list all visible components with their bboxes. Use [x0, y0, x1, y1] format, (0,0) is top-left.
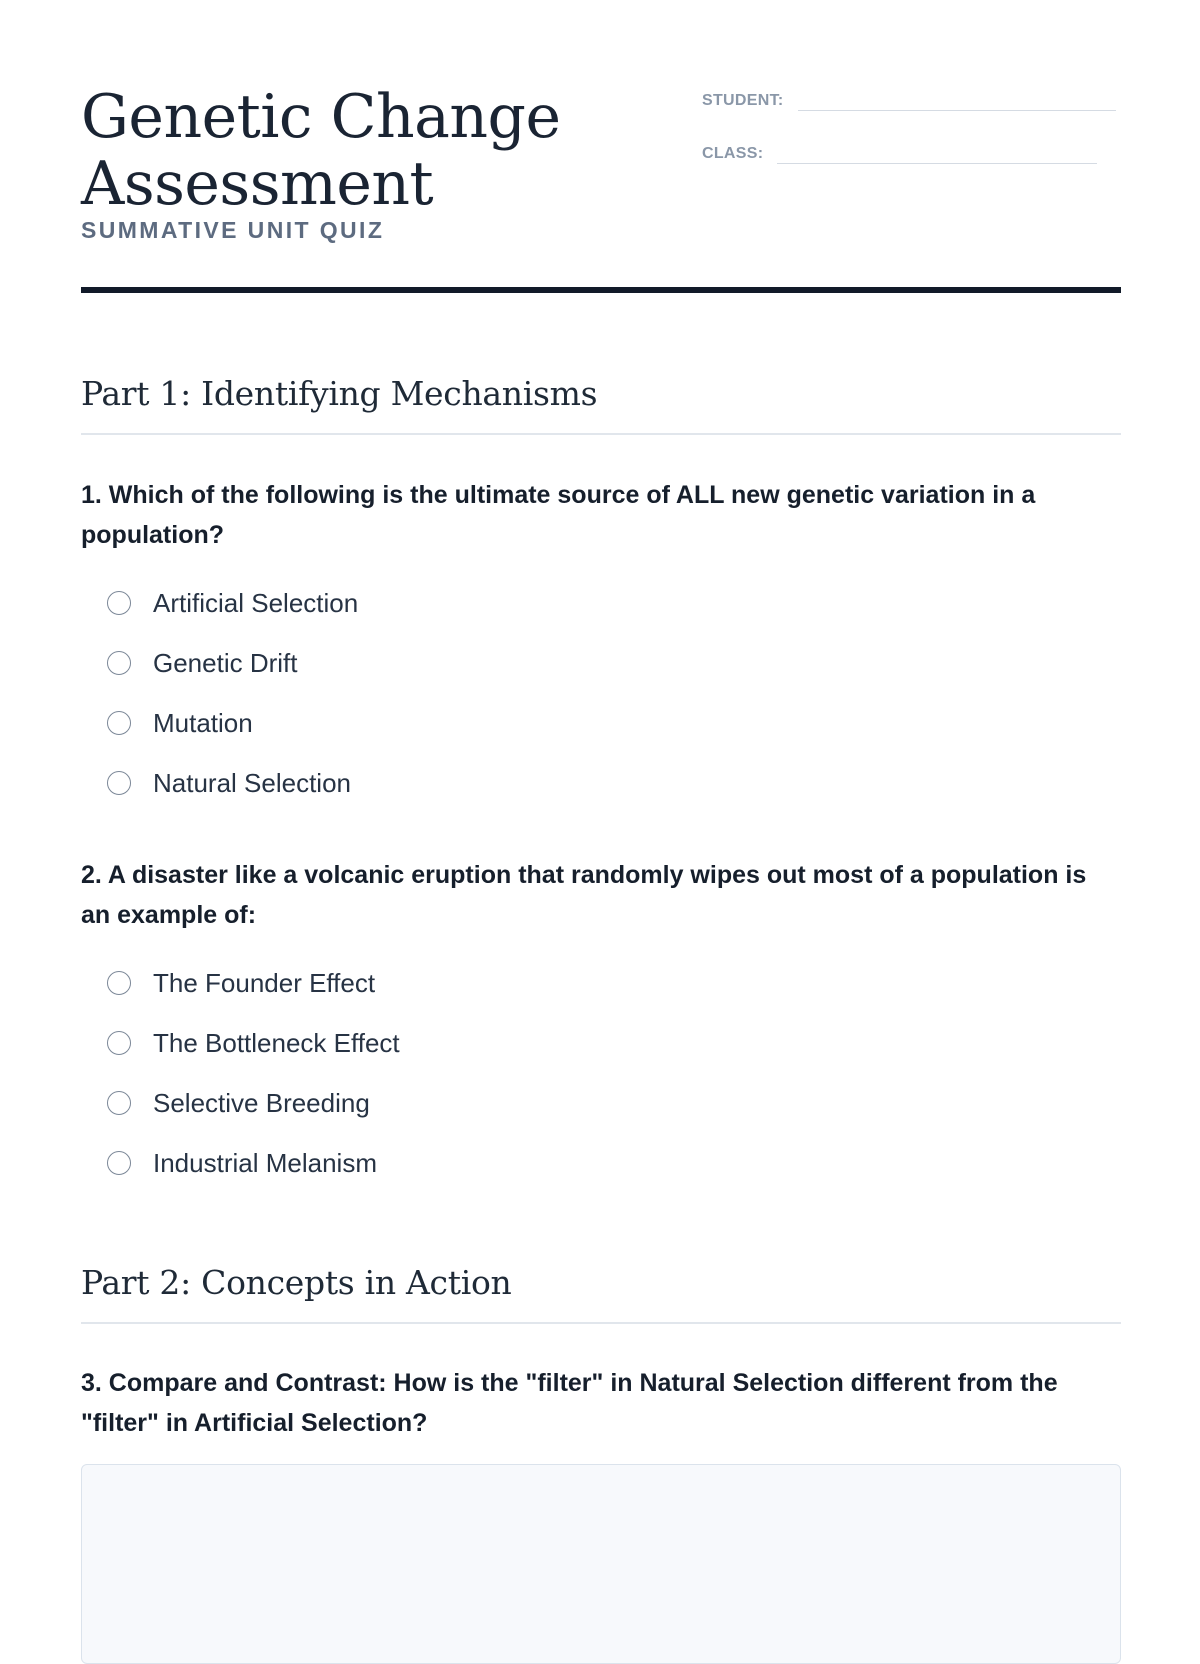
option-label: Selective Breeding: [153, 1087, 370, 1118]
quiz-page: [81, 0, 1121, 1437]
option-label: Mutation: [153, 707, 253, 738]
question-1-text: 1. Which of the following is the ultimate source of ALL new genetic variation in a population?: [81, 481, 1036, 549]
radio-button[interactable]: [107, 1031, 131, 1055]
q1-option-artificial-selection[interactable]: [107, 583, 358, 623]
q1-option-genetic-drift[interactable]: [107, 643, 298, 683]
radio-button[interactable]: [107, 771, 131, 795]
q2-option-founder-effect[interactable]: [107, 963, 375, 1003]
radio-button[interactable]: [107, 1151, 131, 1175]
option-label: Industrial Melanism: [153, 1147, 377, 1178]
page-subtitle: SUMMATIVE UNIT QUIZ: [81, 217, 385, 243]
student-field-row: [702, 90, 1116, 111]
q2-option-bottleneck-effect[interactable]: [107, 1023, 400, 1063]
radio-button[interactable]: [107, 651, 131, 675]
quiz-header: [81, 0, 1121, 294]
q1-option-natural-selection[interactable]: [107, 763, 351, 803]
header-divider: [81, 287, 1121, 293]
title-line-2: Assessment: [81, 149, 434, 219]
part-1-divider: [81, 433, 1121, 435]
class-field-row: [702, 143, 1097, 164]
q2-option-selective-breeding[interactable]: [107, 1083, 370, 1123]
title-line-1: Genetic Change: [81, 82, 561, 152]
q1-option-mutation[interactable]: [107, 703, 253, 743]
part-1-title: Part 1: Identifying Mechanisms: [81, 374, 598, 413]
question-3-answer-box[interactable]: [81, 1464, 1121, 1664]
option-label: Genetic Drift: [153, 647, 298, 678]
option-label: The Bottleneck Effect: [153, 1027, 400, 1058]
page-title: [81, 84, 560, 218]
question-3-text: 3. Compare and Contrast: How is the "filter" in Natural Selection different from the "filter" in Artificial Selection?: [81, 1369, 1058, 1437]
student-label: STUDENT:: [702, 92, 784, 109]
class-label: CLASS:: [702, 145, 764, 162]
option-label: Artificial Selection: [153, 587, 359, 618]
radio-button[interactable]: [107, 1091, 131, 1115]
question-2-text: 2. A disaster like a volcanic eruption that randomly wipes out most of a population is an example of:: [81, 861, 1087, 929]
radio-button[interactable]: [107, 591, 131, 615]
q2-option-industrial-melanism[interactable]: [107, 1143, 377, 1183]
option-label: The Founder Effect: [153, 967, 376, 998]
part-2-title: Part 2: Concepts in Action: [81, 1263, 512, 1302]
class-name-line[interactable]: [777, 143, 1097, 164]
part-2-divider: [81, 1322, 1121, 1324]
option-label: Natural Selection: [153, 767, 351, 798]
radio-button[interactable]: [107, 971, 131, 995]
radio-button[interactable]: [107, 711, 131, 735]
student-name-line[interactable]: [798, 90, 1116, 111]
